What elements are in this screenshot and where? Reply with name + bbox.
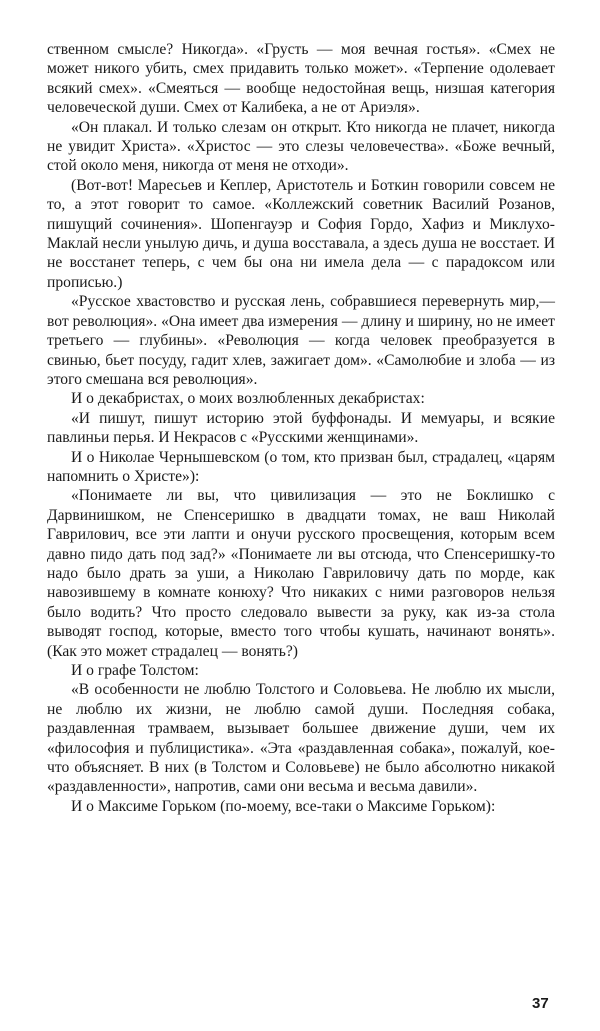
paragraph-5: И о декабристах, о моих возлюбленных декабристах: [71, 390, 425, 408]
page-number: 37 [532, 995, 549, 1012]
paragraph-3: (Вот-вот! Маресьев и Кеплер, Аристотель и Боткин говорили совсем не то, а этот говорит то самое. «Коллежский советник Василий Розанов, пишущий сочинения». Шопенгауэр и София Гордо, Хафиз и Миклухо-Маклай несли унылую дичь, и душа восставала, а здесь душа не восстает. И не восстанет теперь, с чем бы она ни имела дела — с парадоксом или прописью.) [47, 176, 555, 291]
paragraph-2: «Он плакал. И только слезам он открыт. Кто никогда не плачет, никогда не увидит Христа». «Христос — это слезы человечества». «Боже вечный, стой около меня, никогда от меня не отходи». [47, 118, 555, 175]
paragraph-7: И о Николае Чернышевском (о том, кто призван был, страдалец, «царям напомнить о Христе»): [47, 448, 555, 485]
paragraph-9: И о графе Толстом: [71, 662, 199, 679]
paragraph-1: ственном смысле? Никогда». «Грусть — моя вечная гостья». «Смех не может никого убить, смех придавить только может». «Терпение одолевает всякий смех». «Смеяться — вообще недостойная вещь, низшая категория человеческой души. Смех от Калибека, а не от Ариэля». [47, 41, 555, 117]
book-page [47, 40, 555, 816]
paragraph-6: «И пишут, пишут историю этой буффонады. И мемуары, и всякие павлиньи перья. И Некрасов с «Русскими женщинами». [47, 409, 555, 447]
paragraph-10: «В особенности не люблю Толстого и Соловьева. Не люблю их мысли, не люблю их жизни, не люблю самой души. Последняя собака, раздавленная трамваем, вызывает большее движение души, чем их «философия и публицистика». «Эта «раздавленная собака», пожалуй, кое-что объясняет. В них (в Толстом и Соловьеве) не было абсолютно никакой «раздавленности», напротив, сами они весьма и весьма давили». [47, 681, 555, 796]
paragraph-8: «Понимаете ли вы, что цивилизация — это не Боклишко с Дарвинишком, не Спенсеришко в двадцати томах, не ваш Николай Гаврилович, все эти лапти и онучи русского просвещения, которым всем давно пидо дать под зад?» «Понимаете ли вы отсюда, что Спенсеришку-то надо было драть за уши, а Николаю Гавриловичу дать по морде, как навозившему в комнате конюху? Что никаких с ними разговоров нельзя было водить? Что просто следовало вывести за руку, как из-за стола выводят господ, которые, вместо того чтобы кушать, начинают вонять». (Как это может страдалец — вонять?) [47, 487, 555, 660]
paragraph-4: «Русское хвастовство и русская лень, собравшиеся перевернуть мир,— вот революция». «Она имеет два измерения — длину и ширину, но не имеет третьего — глубины». «Революция — когда человек преобразуется в свинью, бьет посуду, гадит хлев, зажигает дом». «Самолюбие и злоба — из этого смешана вся революция». [47, 293, 555, 388]
paragraph-11: И о Максиме Горьком (по-моему, все-таки о Максиме Горьком): [71, 797, 496, 815]
